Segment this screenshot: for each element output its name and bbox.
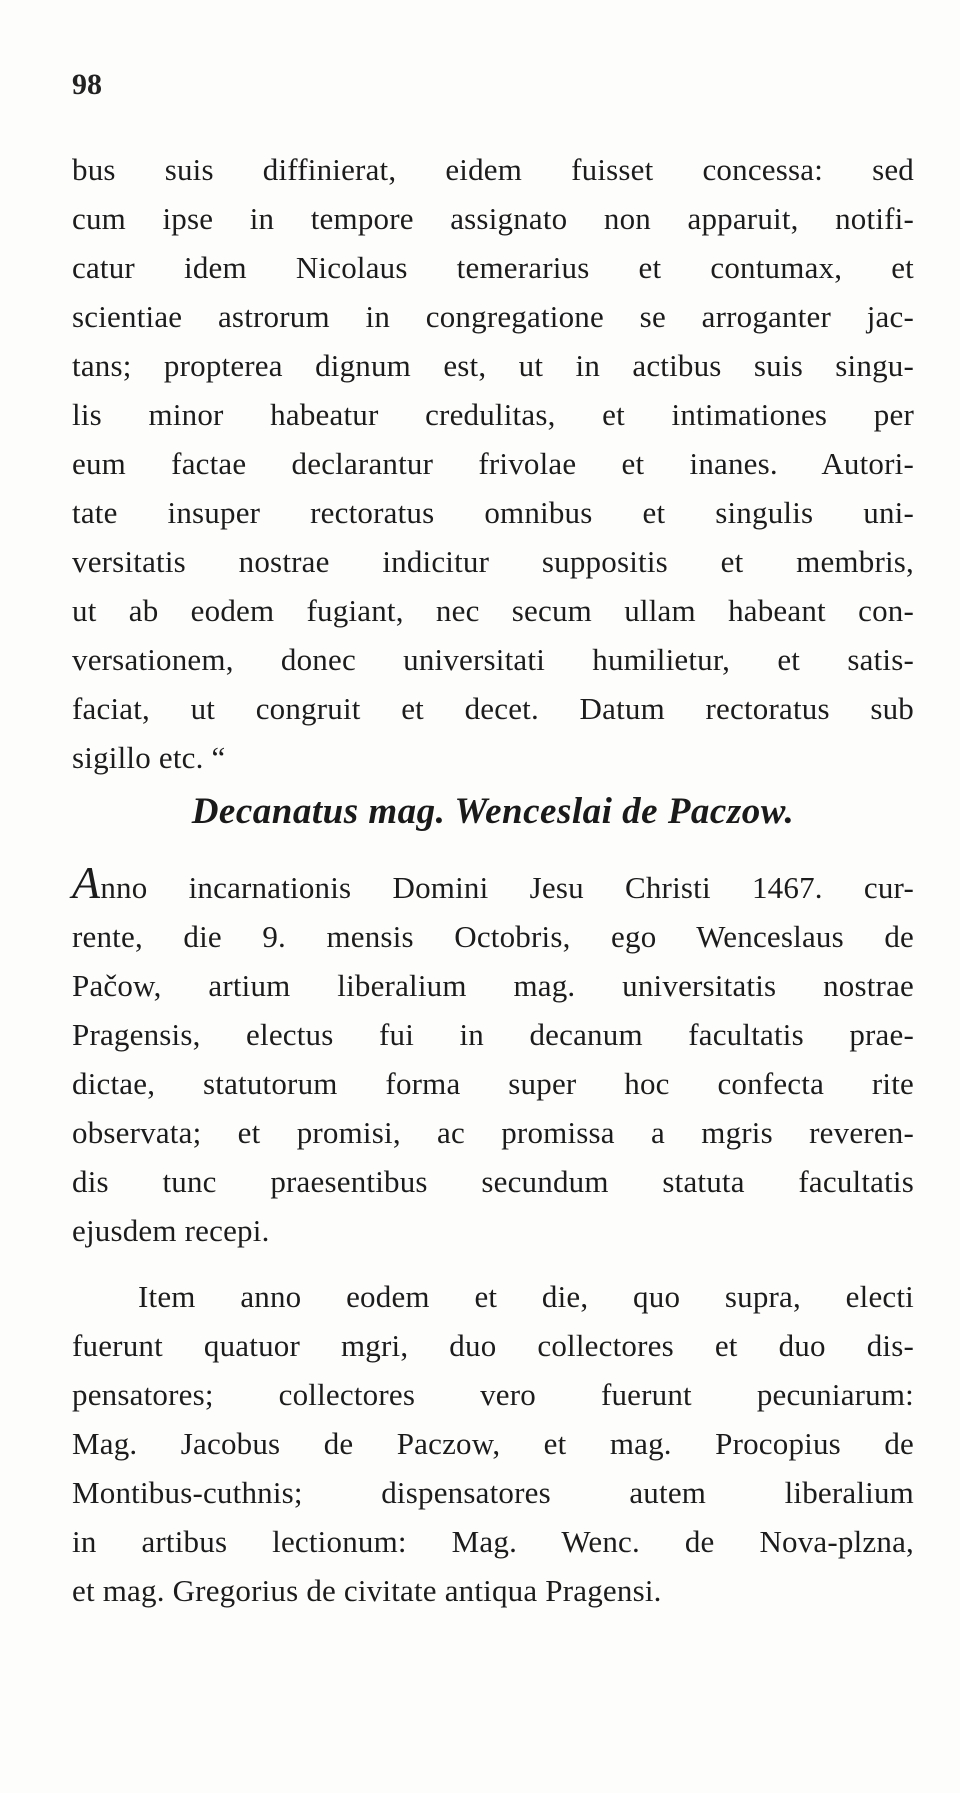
text-line: observata; et promisi, ac promissa a mgris reveren- [72, 1115, 914, 1150]
page-number: 98 [72, 68, 102, 101]
text-line: et mag. Gregorius de civitate antiqua Pragensi. [72, 1573, 662, 1608]
text-line: rente, die 9. mensis Octobris, ego Wenceslaus de [72, 919, 914, 954]
drop-cap: A [72, 857, 101, 908]
text-line: scientiae astrorum in congregatione se arroganter jac- [72, 299, 914, 334]
first-line-text: nno incarnationis Domini Jesu Christi 1467. cur- [100, 870, 914, 905]
text-line-first [72, 857, 914, 912]
paragraph-2 [72, 857, 914, 1255]
text-line: in artibus lectionum: Mag. Wenc. de Nova-plzna, [72, 1524, 914, 1559]
section-heading: Decanatus mag. Wenceslai de Paczow. [191, 791, 795, 832]
text-line: Pačow, artium liberalium mag. universitatis nostrae [72, 968, 914, 1003]
text-line: versationem, donec universitati humilietur, et satis- [72, 642, 914, 677]
text-line: dis tunc praesentibus secundum statuta facultatis [72, 1164, 914, 1199]
text-line: eum factae declarantur frivolae et inanes. Autori- [72, 446, 914, 481]
text-line: tate insuper rectoratus omnibus et singulis uni- [72, 495, 914, 530]
text-line: faciat, ut congruit et decet. Datum rectoratus sub [72, 691, 914, 726]
text-line: tans; propterea dignum est, ut in actibus suis singu- [72, 348, 914, 383]
text-line: cum ipse in tempore assignato non apparuit, notifi- [72, 201, 914, 236]
paragraph-1 [72, 145, 914, 782]
text-line: ut ab eodem fugiant, nec secum ullam habeant con- [72, 593, 914, 628]
text-line: dictae, statutorum forma super hoc confecta rite [72, 1066, 914, 1101]
text-line: Item anno eodem et die, quo supra, electi [138, 1279, 914, 1314]
text-line: fuerunt quatuor mgri, duo collectores et duo dis- [72, 1328, 914, 1363]
paragraph-3 [72, 1272, 914, 1615]
text-line: Montibus-cuthnis; dispensatores autem liberalium [72, 1475, 914, 1510]
text-line: pensatores; collectores vero fuerunt pecuniarum: [72, 1377, 914, 1412]
text-line: ejusdem recepi. [72, 1213, 270, 1248]
text-line: sigillo etc. “ [72, 740, 226, 775]
text-line: Mag. Jacobus de Paczow, et mag. Procopius de [72, 1426, 914, 1461]
text-line: bus suis diffinierat, eidem fuisset concessa: sed [72, 152, 914, 187]
text-line: Pragensis, electus fui in decanum facultatis prae- [72, 1017, 914, 1052]
text-line: catur idem Nicolaus temerarius et contumax, et [72, 250, 914, 285]
text-line: versitatis nostrae indicitur suppositis et membris, [72, 544, 914, 579]
text-line: lis minor habeatur credulitas, et intimationes per [72, 397, 914, 432]
